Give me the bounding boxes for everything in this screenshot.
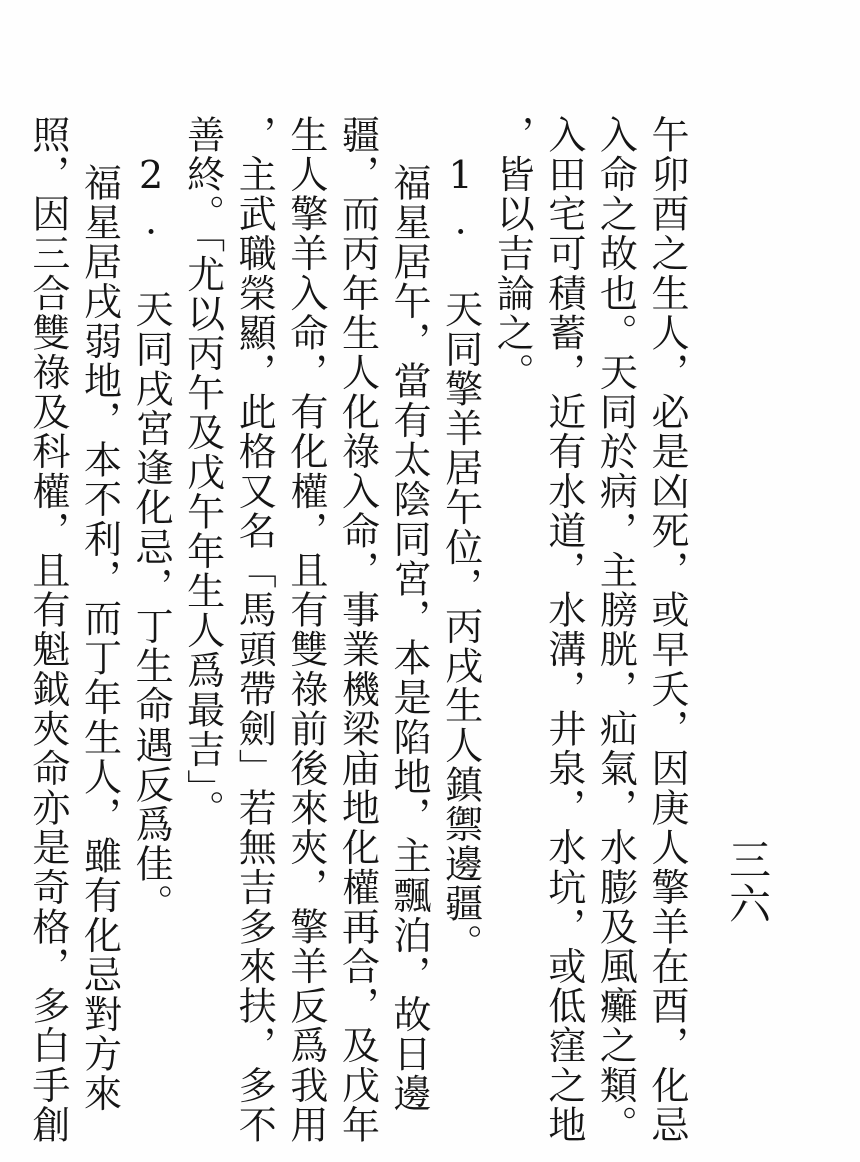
- text-column-8: 生人擎羊入命，有化權，且有雙祿前後來夾，擎羊反爲我用: [283, 115, 328, 1145]
- text-column-7: 疆，而丙年生人化祿入命，事業機梁庙地化權再合，及戊年: [335, 115, 380, 1145]
- text-column-3: 入田宅可積蓄，近有水道，水溝，井泉，水坑，或低窪之地: [541, 115, 586, 1145]
- text-column-1: 午卯酉之生人，必是凶死，或早夭，因庚人擎羊在酉，化忌: [645, 115, 689, 1145]
- text-column-9: ，主武職榮顯，此格又名「馬頭帶劍」若無吉多來扶，多不: [232, 115, 277, 1145]
- vertical-text-block: [25, 115, 692, 1145]
- page-number: 三六: [723, 838, 772, 926]
- heading-2: 2. 天同戌宮逢化忌，丁生命遇反爲佳。: [129, 153, 174, 924]
- text-column-13: 照，因三合雙祿及科權，且有魁鉞夾命亦是奇格，多白手創: [25, 115, 70, 1145]
- text-column-12: 福星居戌弱地，本不利，而丁年生人，雖有化忌對方來: [77, 163, 122, 1114]
- heading-1: 1. 天同擎羊居午位，丙戌生人鎮禦邊疆。: [438, 153, 483, 963]
- text-column-2: 入命之故也。天同於病，主膀胱，疝氣，水膨及風癱之類。: [593, 115, 638, 1145]
- text-column-4: ，皆以吉論之。: [490, 115, 535, 393]
- text-column-6: 福星居午，當有太陰同宮，本是陷地，主飄泊，故日邊: [387, 163, 432, 1114]
- text-column-10: 善終。「尤以丙午及戊午年生人爲最吉」。: [180, 115, 225, 830]
